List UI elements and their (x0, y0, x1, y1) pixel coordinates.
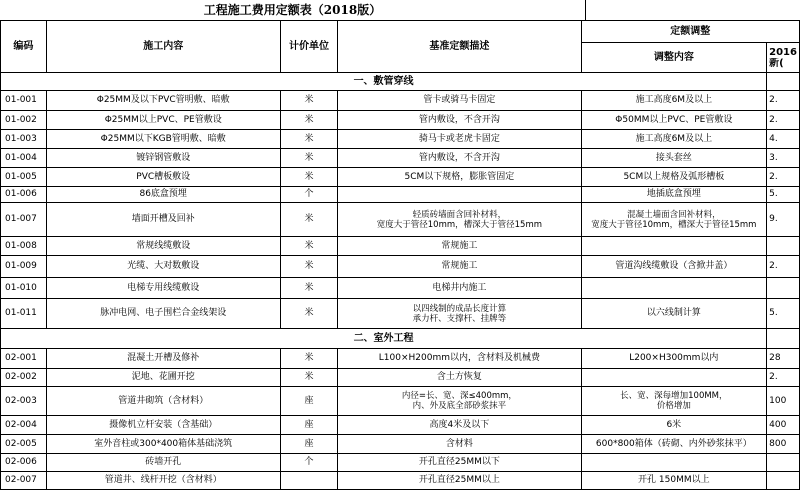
header-unit[interactable]: 计价单位 (280, 21, 338, 73)
unit-cell[interactable]: 米 (280, 256, 338, 278)
adjust-cell[interactable]: 开孔 150MM以上 (581, 472, 767, 490)
unit-cell[interactable]: 米 (280, 130, 338, 149)
content-cell[interactable]: 光缆、大对数敷设 (46, 256, 280, 278)
basis-cell[interactable]: 含土方恢复 (338, 369, 581, 387)
section-title[interactable]: 二、室外工程 (1, 329, 767, 349)
code-cell[interactable]: 01-007 (1, 203, 47, 237)
code-cell[interactable]: 02-005 (1, 435, 47, 454)
unit-cell[interactable]: 米 (280, 203, 338, 237)
unit-cell[interactable]: 米 (280, 278, 338, 299)
unit-cell[interactable]: 米 (280, 349, 338, 369)
basis-cell[interactable]: L100×H200mm以内，含材料及机械费 (338, 349, 581, 369)
table-row-partial (1, 472, 800, 490)
adjust-line: 宽度大于管径10mm，槽深大于管径15mm (591, 219, 757, 230)
header-basis[interactable]: 基准定额描述 (338, 21, 581, 73)
content-cell[interactable]: 摄像机立杆安装（含基础） (46, 416, 280, 435)
adjust-cell[interactable]: 地插底盒预埋 (581, 187, 767, 203)
unit-cell[interactable]: 米 (280, 299, 338, 329)
basis-cell[interactable]: 管内敷设，不含开沟 (338, 111, 581, 130)
price-2016-cell[interactable]: 2. (767, 91, 800, 111)
price-2016-cell[interactable]: 28 (767, 349, 800, 369)
table-row (1, 369, 800, 387)
table-row (1, 130, 800, 149)
basis-cell[interactable] (338, 299, 581, 329)
basis-line: 以四线制的成品长度计算 (412, 303, 507, 314)
unit-cell[interactable] (280, 472, 338, 490)
basis-line: 宽度大于管径10mm，槽深大于管径15mm (376, 219, 543, 230)
price-2016-cell[interactable]: 2. (767, 369, 800, 387)
code-cell[interactable]: 01-004 (1, 149, 47, 168)
table-row (1, 203, 800, 237)
sheet-title: 工程施工费用定额表（2018版） (203, 3, 382, 17)
content-cell[interactable]: 常规线缆敷设 (46, 237, 280, 256)
adjust-cell[interactable]: Φ50MM以上PVC、PE管敷设 (581, 111, 767, 130)
content-cell[interactable]: 管道井、线杆开挖（含材料） (46, 472, 280, 490)
price-2016-cell[interactable]: 2. (767, 256, 800, 278)
adjust-cell[interactable] (581, 387, 767, 416)
basis-line: 内、外及底全部砂浆抹平 (412, 401, 507, 411)
table-row (1, 454, 800, 472)
unit-cell[interactable]: 座 (280, 387, 338, 416)
adjust-cell[interactable]: 施工高度6M及以上 (581, 130, 767, 149)
header-adjust-content[interactable]: 调整内容 (581, 43, 767, 73)
header-adjust-group[interactable]: 定额调整 (581, 21, 799, 43)
unit-cell[interactable]: 米 (280, 149, 338, 168)
basis-cell[interactable]: 常规施工 (338, 256, 581, 278)
table-row (1, 91, 800, 111)
adjust-cell[interactable] (581, 203, 767, 237)
basis-cell[interactable] (338, 187, 581, 203)
basis-cell[interactable]: 高度4米及以下 (338, 416, 581, 435)
section-row (1, 329, 800, 349)
code-cell[interactable]: 02-004 (1, 416, 47, 435)
section-title[interactable]: 一、敷管穿线 (1, 73, 767, 91)
price-2016-cell[interactable]: 5. (767, 187, 800, 203)
table-row (1, 349, 800, 369)
content-cell[interactable]: 砖墙开孔 (46, 454, 280, 472)
content-cell[interactable]: 泥地、花圃开挖 (46, 369, 280, 387)
code-cell[interactable]: 01-003 (1, 130, 47, 149)
header-2016-line2: 新( (769, 57, 784, 69)
table-row (1, 256, 800, 278)
section-extra-cell[interactable] (767, 73, 800, 91)
adjust-cell[interactable] (581, 369, 767, 387)
basis-line: 承力杆、支撑杆、挂牌等 (412, 313, 507, 324)
section-extra-cell[interactable] (767, 329, 800, 349)
code-cell[interactable]: 02-003 (1, 387, 47, 416)
code-cell[interactable]: 02-002 (1, 369, 47, 387)
table-row (1, 278, 800, 299)
price-2016-cell[interactable]: 5. (767, 299, 800, 329)
unit-cell[interactable]: 座 (280, 435, 338, 454)
title-right-cell[interactable] (585, 0, 800, 20)
code-cell[interactable]: 01-001 (1, 91, 47, 111)
price-2016-cell[interactable]: 400 (767, 416, 800, 435)
code-cell[interactable]: 01-006 (1, 187, 47, 203)
content-cell[interactable]: 电梯专用线缆敷设 (46, 278, 280, 299)
unit-cell[interactable]: 座 (280, 416, 338, 435)
code-cell[interactable]: 02-006 (1, 454, 47, 472)
adjust-cell[interactable]: 5CM以上规格及弧形槽板 (581, 168, 767, 187)
basis-cell[interactable] (338, 203, 581, 237)
adjust-cell[interactable] (581, 278, 767, 299)
price-2016-cell[interactable] (767, 472, 800, 490)
header-code[interactable]: 编码 (1, 21, 47, 73)
header-content[interactable]: 施工内容 (46, 21, 280, 73)
price-2016-cell[interactable] (767, 237, 800, 256)
adjust-cell[interactable] (581, 454, 767, 472)
basis-cell[interactable]: 含材料 (338, 435, 581, 454)
basis-cell[interactable]: 电梯井内施工 (338, 278, 581, 299)
table-row (1, 435, 800, 454)
table-row (1, 168, 800, 187)
content-cell[interactable]: 镀锌钢管敷设 (46, 149, 280, 168)
adjust-cell[interactable]: 施工高度6M及以上 (581, 91, 767, 111)
table-row (1, 299, 800, 329)
unit-cell[interactable]: 米 (280, 237, 338, 256)
price-2016-cell[interactable]: 800 (767, 435, 800, 454)
basis-line: 轻质砖墙面含回补材料， (412, 209, 507, 220)
content-cell[interactable]: 墙面开槽及回补 (46, 203, 280, 237)
unit-cell[interactable]: 米 (280, 168, 338, 187)
code-cell[interactable]: 01-005 (1, 168, 47, 187)
adjust-line: 价格增加 (656, 401, 691, 411)
adjust-cell[interactable] (581, 237, 767, 256)
basis-cell[interactable]: 常规施工 (338, 237, 581, 256)
price-2016-cell[interactable]: 9. (767, 203, 800, 237)
code-cell[interactable]: 01-008 (1, 237, 47, 256)
unit-cell[interactable]: 米 (280, 91, 338, 111)
code-cell[interactable]: 01-009 (1, 256, 47, 278)
header-2016[interactable] (767, 43, 800, 73)
basis-cell[interactable] (338, 387, 581, 416)
adjust-cell[interactable]: 600*800箱体（砖砌、内外砂浆抹平） (581, 435, 767, 454)
adjust-cell[interactable]: 6米 (581, 416, 767, 435)
code-cell[interactable]: 02-007 (1, 472, 47, 490)
price-2016-cell[interactable]: 100 (767, 387, 800, 416)
basis-line: 内径=长、宽、深≤400mm， (401, 391, 517, 401)
adjust-cell[interactable]: L200×H300mm以内 (581, 349, 767, 369)
content-cell[interactable]: Φ25MM及以下PVC管明敷、暗敷 (46, 91, 280, 111)
price-2016-cell[interactable] (767, 278, 800, 299)
table-row (1, 387, 800, 416)
unit-cell[interactable]: 米 (280, 111, 338, 130)
adjust-line: 混凝土墙面含回补材料， (627, 209, 721, 220)
content-cell[interactable]: Φ25MM以下KGB管明敷、暗敷 (46, 130, 280, 149)
table-row (1, 187, 800, 203)
adjust-cell[interactable]: 管道沟线缆敷设（含掀井盖） (581, 256, 767, 278)
section-row (1, 73, 800, 91)
content-cell[interactable]: 86底盒预埋 (46, 187, 280, 203)
table-row (1, 416, 800, 435)
content-cell[interactable]: 混凝土开槽及修补 (46, 349, 280, 369)
basis-cell[interactable]: 开孔直径25MM以上 (338, 472, 581, 490)
code-cell[interactable]: 02-001 (1, 349, 47, 369)
price-2016-cell[interactable]: 3. (767, 149, 800, 168)
code-cell[interactable]: 01-011 (1, 299, 47, 329)
content-cell[interactable]: 室外音柱或300*400箱体基础浇筑 (46, 435, 280, 454)
unit-cell[interactable]: 个 (280, 187, 338, 203)
price-2016-cell[interactable]: 4. (767, 130, 800, 149)
basis-cell[interactable]: 管内敷设，不含开沟 (338, 149, 581, 168)
price-2016-cell[interactable] (767, 454, 800, 472)
table-row (1, 111, 800, 130)
unit-cell[interactable]: 米 (280, 369, 338, 387)
table-row (1, 149, 800, 168)
adjust-line: 长、宽、深每增加100MM， (620, 391, 728, 401)
price-2016-cell[interactable]: 2. (767, 111, 800, 130)
code-cell[interactable]: 01-002 (1, 111, 47, 130)
table-row (1, 237, 800, 256)
unit-cell[interactable]: 个 (280, 454, 338, 472)
basis-cell[interactable]: 骑马卡或老虎卡固定 (338, 130, 581, 149)
adjust-cell[interactable]: 接头套丝 (581, 149, 767, 168)
code-cell[interactable]: 01-010 (1, 278, 47, 299)
adjust-cell[interactable]: 以六线制计算 (581, 299, 767, 329)
basis-cell[interactable]: 5CM以下规格，膨胀管固定 (338, 168, 581, 187)
quota-table (0, 20, 800, 490)
content-cell[interactable]: PVC槽板敷设 (46, 168, 280, 187)
content-cell[interactable]: 管道井砌筑（含材料） (46, 387, 280, 416)
basis-cell[interactable]: 开孔直径25MM以下 (338, 454, 581, 472)
header-2016-line1: 2016 (769, 46, 797, 58)
basis-cell[interactable]: 管卡或骑马卡固定 (338, 91, 581, 111)
content-cell[interactable]: 脉冲电网、电子围栏合金线架设 (46, 299, 280, 329)
price-2016-cell[interactable]: 2. (767, 168, 800, 187)
content-cell[interactable]: Φ25MM以上PVC、PE管敷设 (46, 111, 280, 130)
